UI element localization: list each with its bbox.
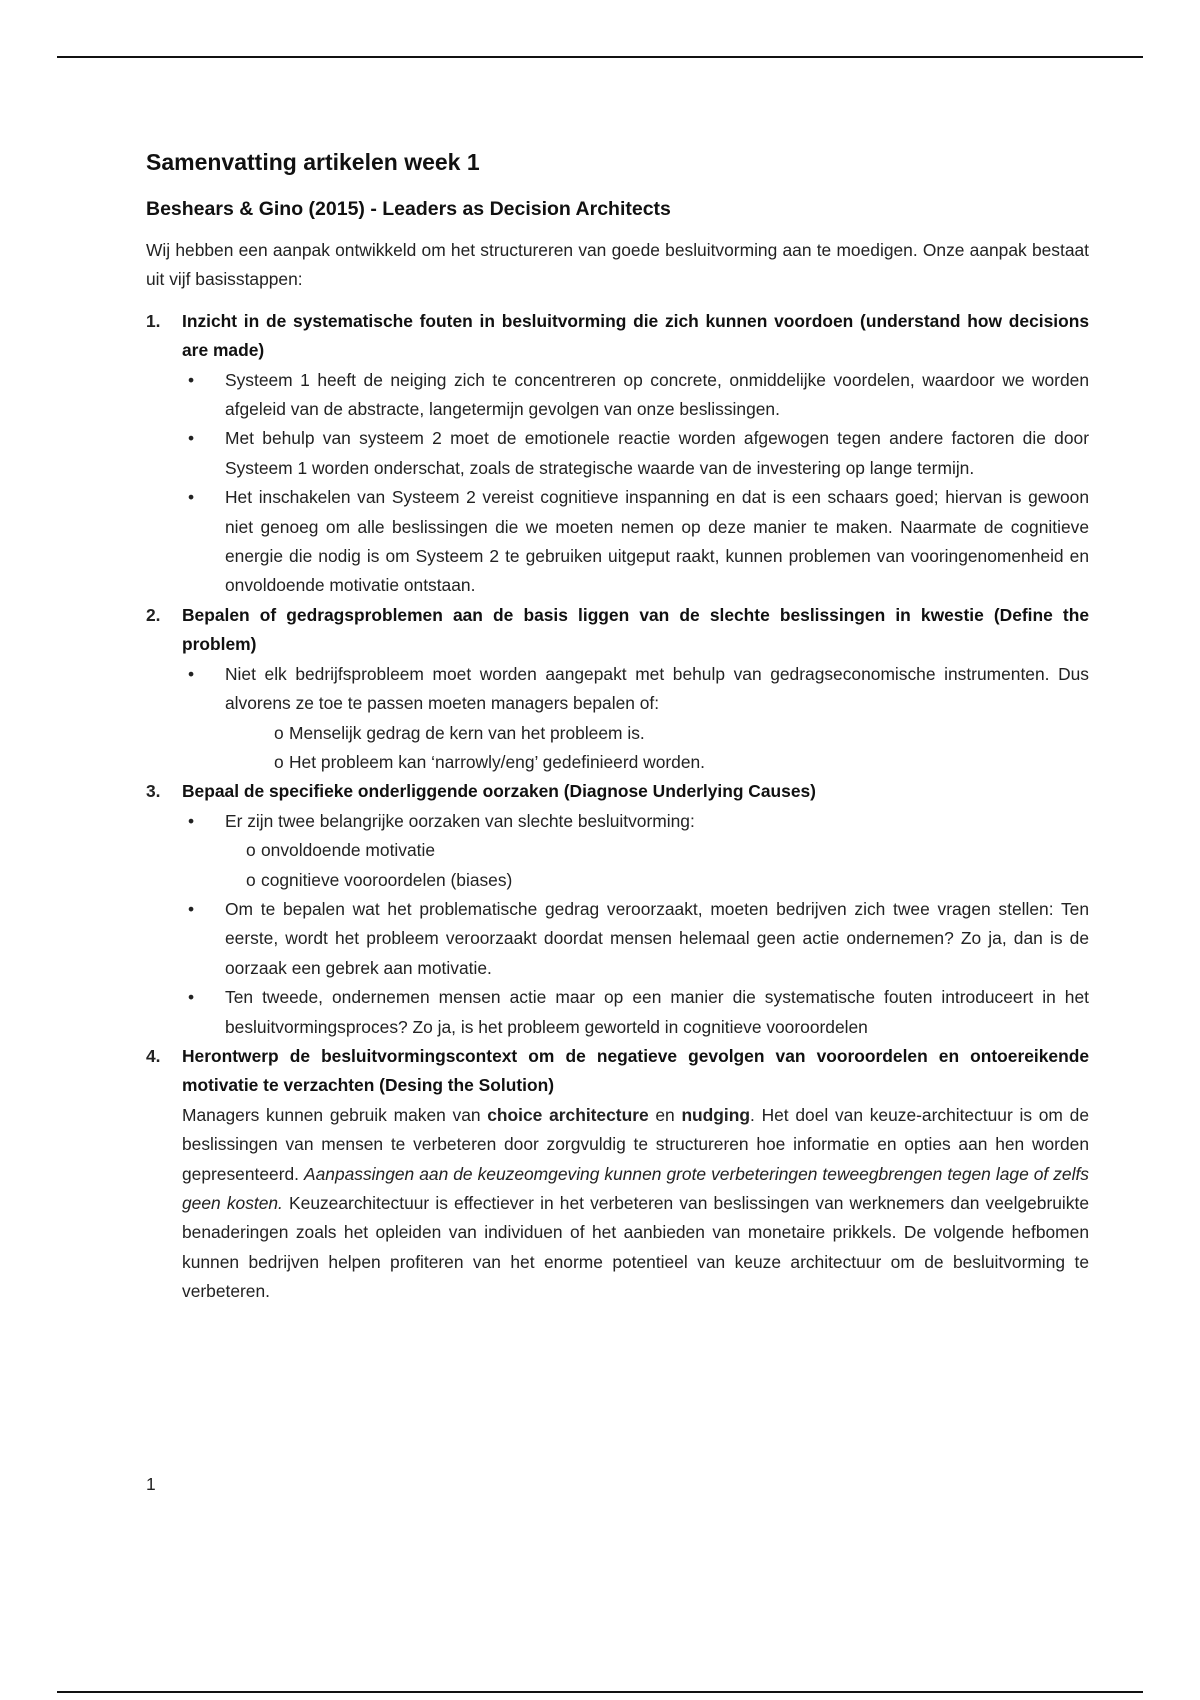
step-number: 1.: [146, 310, 161, 331]
step-number: 4.: [146, 1045, 161, 1066]
bullet-text: Om te bepalen wat het problematische gedrag veroorzaakt, moeten bedrijven zich twee vragen stellen: Ten eerste, wordt het probleem veroorzaakt doordat mensen helemaal geen actie ondernemen? Zo ja, dan is de oorzaak een gebrek aan motivatie.: [225, 898, 1089, 978]
step-3: [146, 777, 1089, 1042]
sub-item-text: cognitieve vooroordelen (biases): [261, 869, 513, 890]
bullet-text: Ten tweede, ondernemen mensen actie maar op een manier die systematische fouten introduceert in het besluitvormingsproces? Zo ja, is het probleem geworteld in cognitieve vooroordelen: [225, 987, 1089, 1037]
footer-rule: [57, 1691, 1143, 1693]
bold-term: choice architecture: [487, 1104, 649, 1125]
step-title: Inzicht in de systematische fouten in besluitvorming die zich kunnen voordoen (understand how decisions are made): [182, 310, 1089, 361]
step-title: Bepaal de specifieke onderliggende oorzaken (Diagnose Underlying Causes): [182, 781, 816, 802]
paragraph-text: Keuzearchitectuur is effectiever in het verbeteren van beslissingen van werknemers dan veelgebruikte benaderingen zoals het opleiden van individuen of het aanbieden van monetaire prikkels. De volgende hefbomen kunnen bedrijven helpen profiteren van het enorme potentieel van keuze architectuur om de besluitvorming te verbeteren.: [182, 1193, 1089, 1302]
bullet-text: Niet elk bedrijfsprobleem moet worden aangepakt met behulp van gedragseconomische instrumenten. Dus alvorens ze toe te passen moeten managers bepalen of:: [225, 663, 1089, 714]
bullet-icon: •: [188, 987, 195, 1008]
sub-list-item: [246, 836, 1089, 865]
bullet-text: Er zijn twee belangrijke oorzaken van slechte besluitvorming:: [225, 810, 695, 831]
list-item: [182, 483, 1089, 601]
step-paragraph: [182, 1101, 1089, 1307]
sub-list-item: [274, 719, 1089, 748]
sub-item-text: onvoldoende motivatie: [261, 840, 436, 861]
bullet-icon: •: [188, 428, 195, 449]
bullet-list: [182, 660, 1089, 778]
bold-term: nudging: [681, 1104, 751, 1125]
italic-text: Aanpassingen aan de keuzeomgeving kunnen grote verbeteringen teweegbrengen tegen lage of zelfs geen kosten.: [182, 1163, 1089, 1213]
document-title: Samenvatting artikelen week 1: [146, 149, 480, 175]
step-2: [146, 601, 1089, 777]
circle-bullet-icon: o: [274, 751, 284, 772]
sub-item-text: Menselijk gedrag de kern van het probleem is.: [289, 722, 645, 743]
list-item: [182, 895, 1089, 983]
step-number: 2.: [146, 604, 161, 625]
list-item: [182, 660, 1089, 778]
step-4: [146, 1042, 1089, 1307]
list-item: [182, 424, 1089, 483]
step-number: 3.: [146, 781, 161, 802]
page-number: 1: [146, 1474, 156, 1494]
circle-bullet-icon: o: [246, 840, 256, 861]
sub-list-item: [246, 866, 1089, 895]
steps-list: [146, 307, 1089, 1307]
bullet-icon: •: [188, 487, 195, 508]
sub-list-item: [274, 748, 1089, 777]
paragraph-text: en: [648, 1104, 682, 1125]
bullet-text: Systeem 1 heeft de neiging zich te concentreren op concrete, onmiddelijke voordelen, waardoor we worden afgeleid van de abstracte, langetermijn gevolgen van onze beslissingen.: [225, 369, 1089, 420]
document-body: [146, 146, 1089, 1307]
list-item: [182, 983, 1089, 1042]
paragraph-text: . Het doel van keuze-architectuur is om de beslissingen van mensen te verbeteren door zorgvuldig te structureren hoe informatie en opties aan hen worden gepresenteerd.: [182, 1104, 1089, 1184]
bullet-icon: •: [188, 898, 195, 919]
bullet-icon: •: [188, 810, 195, 831]
circle-bullet-icon: o: [274, 722, 284, 743]
bullet-icon: •: [188, 369, 195, 390]
sub-list: [225, 836, 1089, 895]
bullet-list: [182, 807, 1089, 1042]
paragraph-text: Managers kunnen gebruik maken van: [182, 1104, 488, 1125]
bullet-list: [182, 366, 1089, 601]
intro-paragraph: Wij hebben een aanpak ontwikkeld om het structureren van goede besluitvorming aan te moedigen. Onze aanpak bestaat uit vijf basisstappen:: [146, 240, 1089, 290]
circle-bullet-icon: o: [246, 869, 256, 890]
step-title: Bepalen of gedragsproblemen aan de basis liggen van de slechte beslissingen in kwestie (Define the problem): [182, 604, 1089, 655]
bullet-icon: •: [188, 663, 195, 684]
article-heading: Beshears & Gino (2015) - Leaders as Decision Architects: [146, 198, 671, 220]
step-1: [146, 307, 1089, 601]
sub-item-text: Het probleem kan ‘narrowly/eng’ gedefinieerd worden.: [289, 751, 705, 772]
header-rule: [57, 56, 1143, 58]
sub-list: [225, 719, 1089, 778]
list-item: [182, 366, 1089, 425]
bullet-text: Het inschakelen van Systeem 2 vereist cognitieve inspanning en dat is een schaars goed; hiervan is gewoon niet genoeg om alle beslissingen die we moeten nemen op deze manier te maken. Naarmate de cognitieve energie die nodig is om Systeem 2 te gebruiken uitgeput raakt, kunnen problemen van vooringenomenheid en onvoldoende motivatie ontstaan.: [225, 487, 1089, 596]
step-title: Herontwerp de besluitvormingscontext om de negatieve gevolgen van vooroordelen en ontoereikende motivatie te verzachten (Desing the Solution): [182, 1045, 1089, 1096]
bullet-text: Met behulp van systeem 2 moet de emotionele reactie worden afgewogen tegen andere factoren die door Systeem 1 worden onderschat, zoals de strategische waarde van de investering op lange termijn.: [225, 428, 1089, 478]
list-item: [182, 807, 1089, 895]
